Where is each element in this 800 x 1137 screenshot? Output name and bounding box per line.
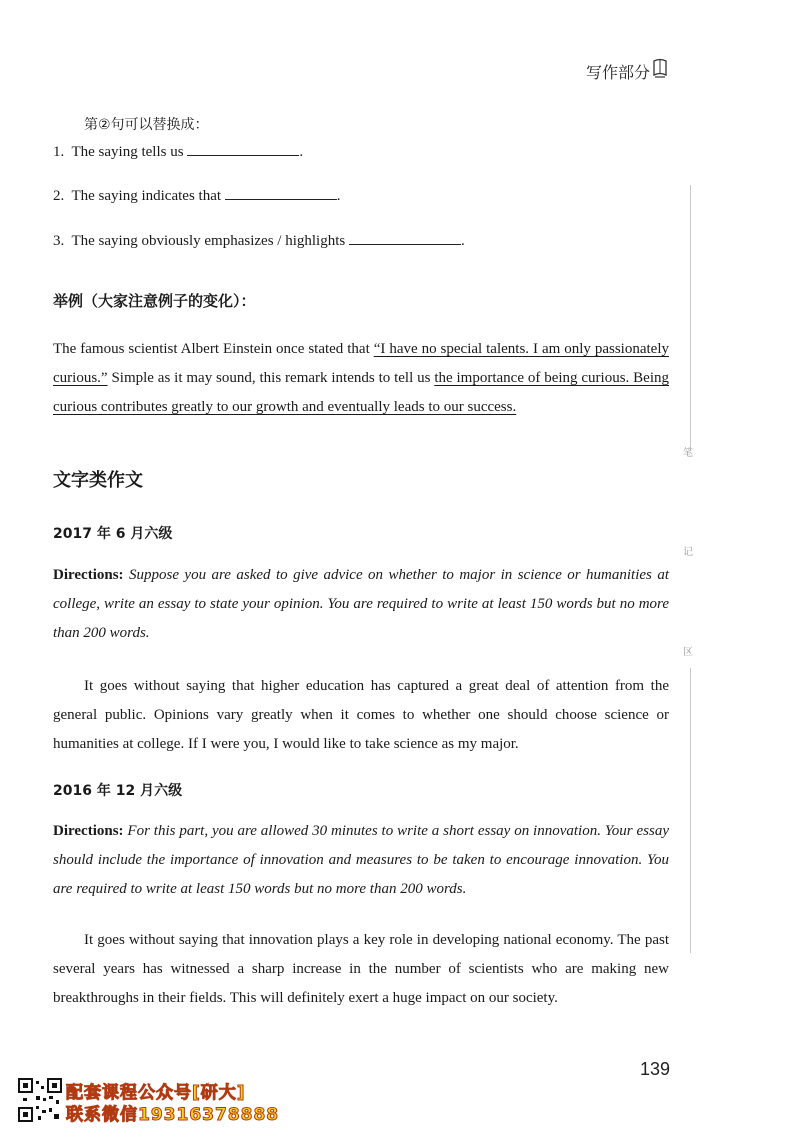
replace-intro: 第②句可以替换成： — [84, 117, 209, 133]
section-title: 文字类作文 — [53, 470, 143, 491]
page-number: 139 — [640, 1059, 671, 1079]
underlined-meaning: the importance of being curious. Being curious contributes greatly to our growth and eventually leads to our success. — [53, 370, 669, 415]
notes-margin-rule — [690, 668, 691, 953]
example-heading: 举例（大家注意例子的变化）： — [53, 292, 256, 310]
directions-text: Suppose you are asked to give advice on whether to major in science or humanities at college, write an essay to state your opinion. You are required to write at least 150 words but no more than 200 words. — [53, 567, 669, 641]
exam1-directions — [53, 561, 669, 648]
promo-line-2: 联系微信19316378888 — [66, 1105, 280, 1125]
exam1-essay: It goes without saying that higher education has captured a great deal of attention from the general public. Opinions vary greatly when it comes to whether one should choose science or humanities at college. If I were you, I would like to take science as my major. — [53, 678, 669, 752]
item-number: 2. — [53, 188, 65, 204]
example-paragraph: The famous scientist Albert Einstein once stated that “I have no special talents. I am only passionately curious.” Simple as it may sound, this remark intends to tell us the importance of being curious. Being curious contributes greatly to our growth and eventually leads to our success. — [53, 341, 669, 415]
margin-label: 区 — [683, 647, 693, 658]
item-number: 1. — [53, 144, 65, 160]
replace-item-1: 1. The saying tells us . — [53, 138, 303, 167]
notes-margin-rule — [690, 185, 691, 450]
exam2-essay: It goes without saying that innovation plays a key role in developing national economy. The past several years has witnessed a sharp increase in the number of scientists who are making new breakthroughs in their fields. This will definitely exert a huge impact on our society. — [53, 932, 669, 1006]
qr-code-icon — [18, 1078, 62, 1122]
item-text: The saying tells us — [71, 144, 184, 160]
item-number: 3. — [53, 233, 65, 249]
directions-label: Directions: — [53, 823, 124, 839]
promo-line-1: 配套课程公众号[研大] — [66, 1083, 246, 1103]
directions-text: For this part, you are allowed 30 minutes to write a short essay on innovation. Your essay should include the importance of innovation and measures to be taken to encourage innovation. You are required to write at least 150 words but no more than 200 words. — [53, 823, 669, 897]
exam-title-2016: 2016 年 12 月六级 — [53, 783, 183, 799]
replace-item-3: 3. The saying obviously emphasizes / highlights . — [53, 227, 465, 256]
answer-blank — [225, 185, 337, 200]
item-text: The saying obviously emphasizes / highlights — [71, 233, 346, 249]
answer-blank — [187, 141, 299, 156]
book-icon — [652, 58, 668, 78]
exam2-directions — [53, 817, 669, 904]
margin-label: 记 — [683, 547, 693, 558]
directions-label: Directions: — [53, 567, 124, 583]
item-text: The saying indicates that — [71, 188, 222, 204]
replace-item-2: 2. The saying indicates that . — [53, 182, 341, 211]
exam-title-2017: 2017 年 6 月六级 — [53, 526, 173, 542]
running-header: 写作部分 — [585, 63, 650, 82]
margin-label: 笔 — [683, 448, 693, 459]
underlined-quote: “I have no special talents. I am only passionately curious.” — [53, 341, 669, 386]
answer-blank — [349, 230, 461, 245]
